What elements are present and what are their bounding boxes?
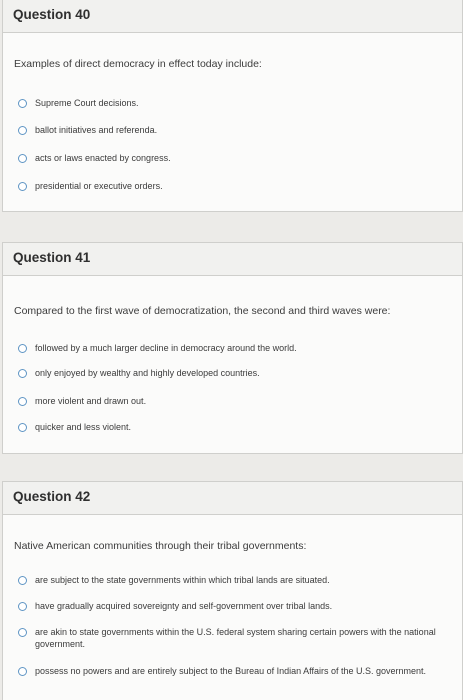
radio-button[interactable] <box>18 182 27 191</box>
question-42-card <box>2 481 463 700</box>
option-label: ballot initiatives and referenda. <box>35 125 158 135</box>
question-41-option-3[interactable] <box>18 395 450 407</box>
radio-button[interactable] <box>18 628 27 637</box>
question-41-prompt: Compared to the first wave of democratization, the second and third waves were: <box>14 305 391 317</box>
question-41-option-1[interactable] <box>18 342 450 354</box>
question-41-option-2[interactable] <box>18 367 450 379</box>
question-41-option-4[interactable] <box>18 421 450 433</box>
question-41-header <box>3 243 462 276</box>
question-40-card <box>2 0 463 212</box>
option-label: are akin to state governments within the U.S. federal system sharing certain powers with the national government. <box>35 627 436 649</box>
question-41-title: Question 41 <box>13 250 91 265</box>
option-label: have gradually acquired sovereignty and self-government over tribal lands. <box>35 601 333 611</box>
question-40-title: Question 40 <box>13 7 91 22</box>
radio-button[interactable] <box>18 344 27 353</box>
question-42-title: Question 42 <box>13 489 91 504</box>
radio-button[interactable] <box>18 154 27 163</box>
question-40-option-4[interactable] <box>18 180 450 192</box>
option-label: quicker and less violent. <box>35 422 132 432</box>
option-label: only enjoyed by wealthy and highly developed countries. <box>35 368 260 378</box>
option-label: acts or laws enacted by congress. <box>35 153 171 163</box>
question-40-option-2[interactable] <box>18 124 450 136</box>
option-label: are subject to the state governments within which tribal lands are situated. <box>35 575 330 585</box>
radio-button[interactable] <box>18 423 27 432</box>
question-41-card <box>2 242 463 454</box>
question-42-header <box>3 482 462 515</box>
option-label: presidential or executive orders. <box>35 181 163 191</box>
question-42-option-1[interactable] <box>18 574 450 586</box>
question-42-option-2[interactable] <box>18 600 450 612</box>
radio-button[interactable] <box>18 126 27 135</box>
radio-button[interactable] <box>18 99 27 108</box>
question-42-option-3[interactable] <box>18 626 450 650</box>
radio-button[interactable] <box>18 576 27 585</box>
question-40-header <box>3 0 462 33</box>
question-40-option-3[interactable] <box>18 152 450 164</box>
option-label: possess no powers and are entirely subject to the Bureau of Indian Affairs of the U.S. government. <box>35 666 427 676</box>
option-label: more violent and drawn out. <box>35 396 147 406</box>
radio-button[interactable] <box>18 397 27 406</box>
radio-button[interactable] <box>18 369 27 378</box>
question-40-prompt: Examples of direct democracy in effect today include: <box>14 58 262 70</box>
question-42-option-4[interactable] <box>18 665 450 677</box>
radio-button[interactable] <box>18 602 27 611</box>
question-42-prompt: Native American communities through their tribal governments: <box>14 540 307 552</box>
option-label: followed by a much larger decline in democracy around the world. <box>35 343 297 353</box>
radio-button[interactable] <box>18 667 27 676</box>
option-label: Supreme Court decisions. <box>35 98 139 108</box>
question-40-option-1[interactable] <box>18 97 450 109</box>
